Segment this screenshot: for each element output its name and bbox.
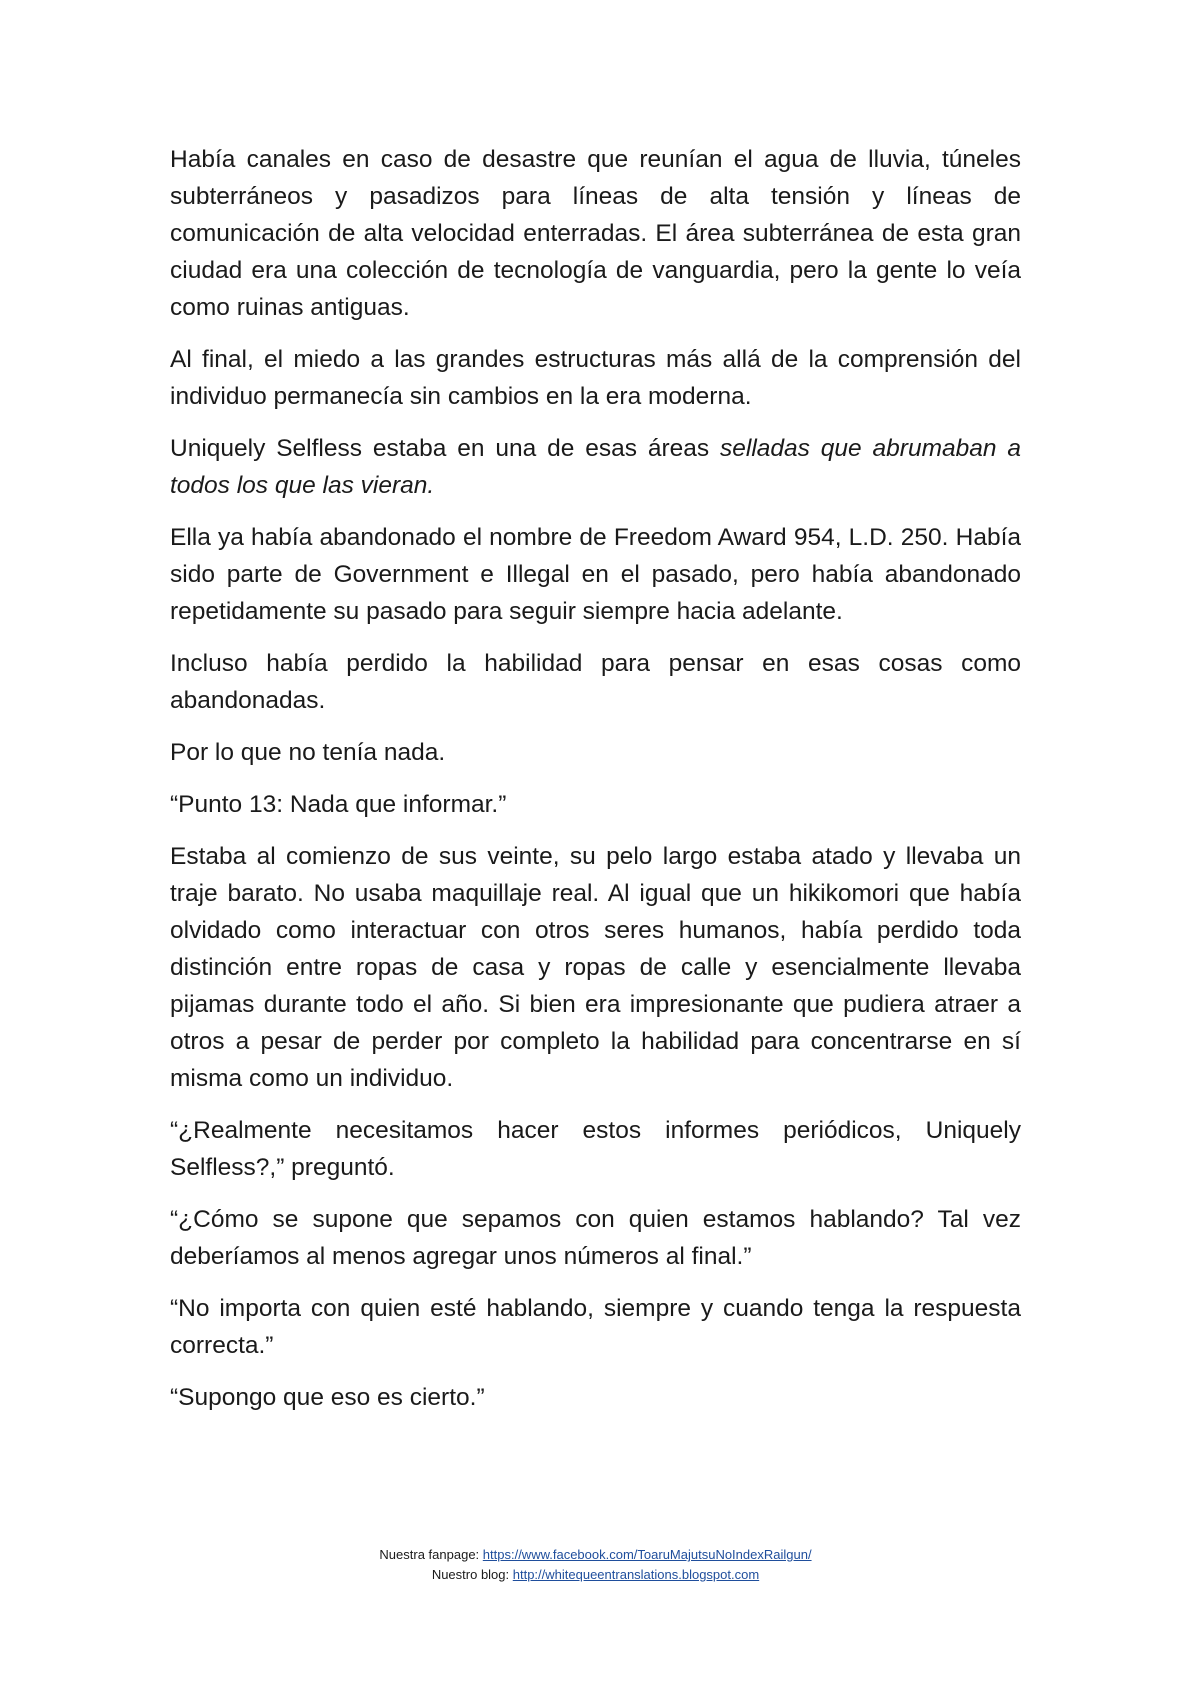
paragraph-6: Por lo que no tenía nada. bbox=[170, 739, 446, 766]
paragraph-3-italic: selladas que abrumaban a todos los que las vieran. bbox=[170, 435, 1021, 499]
paragraph-12: “Supongo que eso es cierto.” bbox=[170, 1384, 485, 1411]
paragraph-10: “¿Cómo se supone que sepamos con quien estamos hablando? Tal vez deberíamos al menos agregar unos números al final.” bbox=[170, 1206, 1021, 1270]
paragraph-5: Incluso había perdido la habilidad para pensar en esas cosas como abandonadas. bbox=[170, 650, 1021, 714]
paragraph-9: “¿Realmente necesitamos hacer estos informes periódicos, Uniquely Selfless?,” preguntó. bbox=[170, 1117, 1021, 1181]
page-footer bbox=[0, 1545, 1191, 1585]
paragraph-11: “No importa con quien esté hablando, siempre y cuando tenga la respuesta correcta.” bbox=[170, 1295, 1021, 1359]
paragraph-7: “Punto 13: Nada que informar.” bbox=[170, 791, 507, 818]
paragraph-2: Al final, el miedo a las grandes estructuras más allá de la comprensión del individuo permanecía sin cambios en la era moderna. bbox=[170, 346, 1021, 410]
paragraph-8: Estaba al comienzo de sus veinte, su pelo largo estaba atado y llevaba un traje barato. No usaba maquillaje real. Al igual que un hikikomori que había olvidado como interactuar con otros seres humanos, había perdido toda distinción entre ropas de casa y ropas de calle y esencialmente llevaba pijamas durante todo el año. Si bien era impresionante que pudiera atraer a otros a pesar de perder por completo la habilidad para concentrarse en sí misma como un individuo. bbox=[170, 843, 1021, 1092]
paragraph-3-text: Uniquely Selfless estaba en una de esas áreas bbox=[170, 435, 721, 462]
footer-blog-line bbox=[0, 1565, 1191, 1585]
fanpage-label: Nuestra fanpage: bbox=[379, 1547, 483, 1562]
blog-label: Nuestro blog: bbox=[431, 1567, 513, 1582]
paragraph-4: Ella ya había abandonado el nombre de Freedom Award 954, L.D. 250. Había sido parte de Government e Illegal en el pasado, pero había abandonado repetidamente su pasado para seguir siempre hacia adelante. bbox=[170, 524, 1021, 625]
blog-link[interactable]: http://whitequeentranslations.blogspot.com bbox=[512, 1567, 760, 1582]
paragraph-1: Había canales en caso de desastre que reunían el agua de lluvia, túneles subterráneos y pasadizos para líneas de alta tensión y líneas de comunicación de alta velocidad enterradas. El área subterránea de esta gran ciudad era una colección de tecnología de vanguardia, pero la gente lo veía como ruinas antiguas. bbox=[170, 146, 1021, 321]
footer-fanpage-line bbox=[0, 1545, 1191, 1565]
paragraph-3 bbox=[170, 430, 1021, 504]
body-text bbox=[170, 141, 1021, 1431]
fanpage-link[interactable]: https://www.facebook.com/ToaruMajutsuNoIndexRailgun/ bbox=[482, 1547, 812, 1562]
